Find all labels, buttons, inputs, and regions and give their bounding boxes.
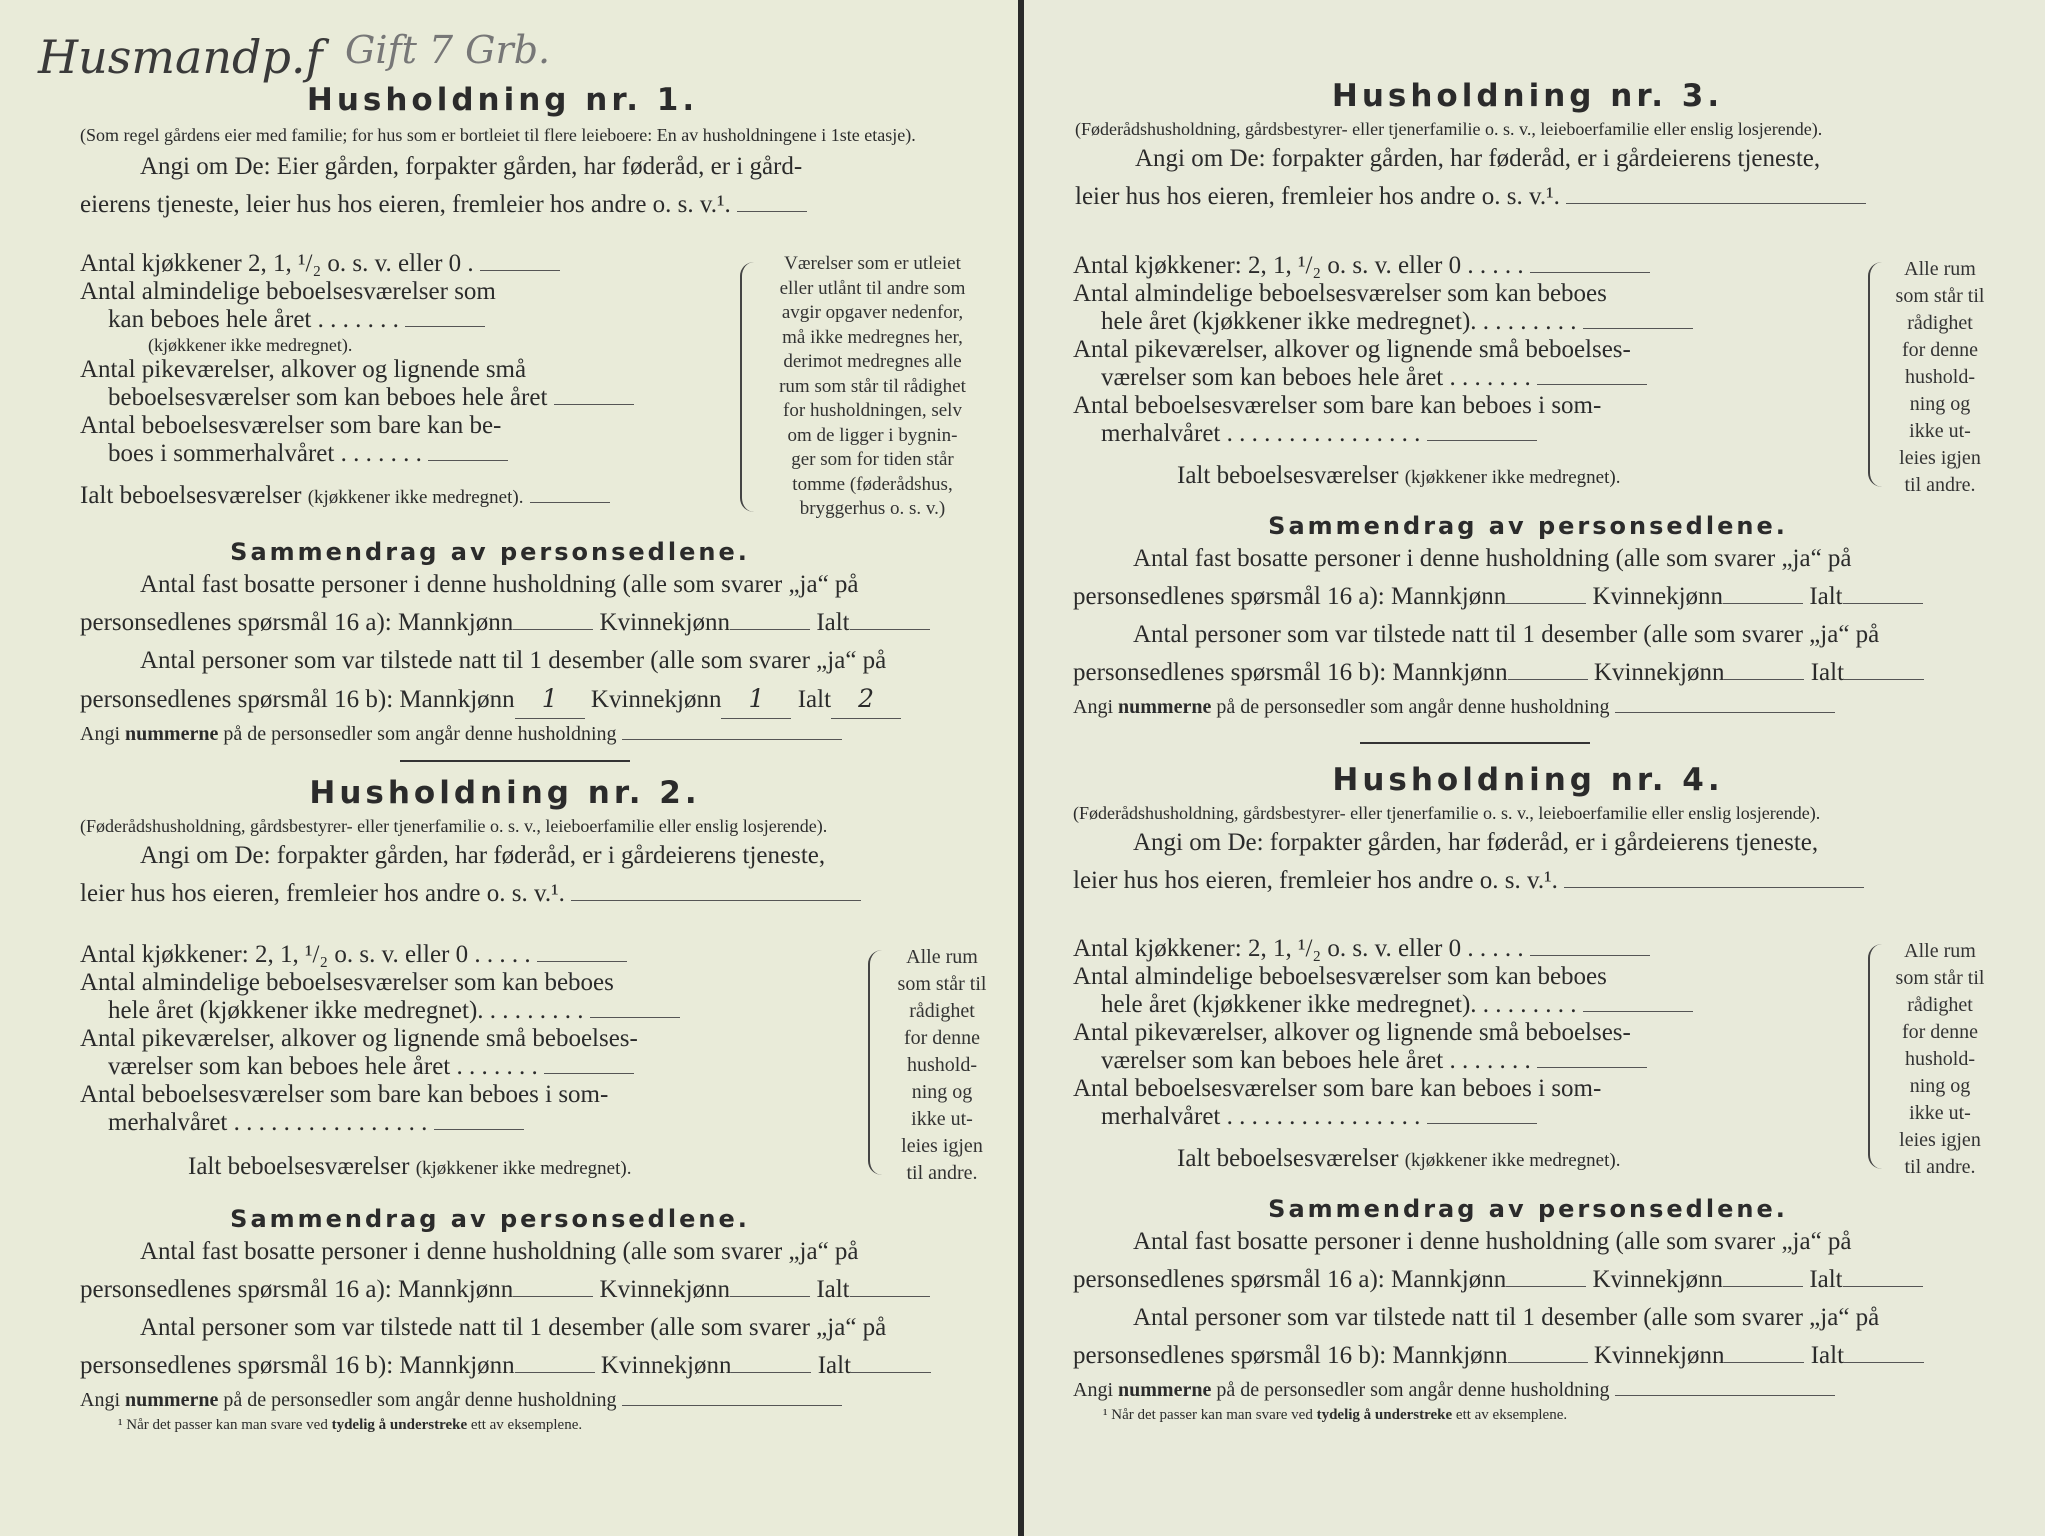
answer-line[interactable] xyxy=(622,1391,842,1406)
note-line: Alle rum xyxy=(1904,258,1976,280)
handwritten-note-faint: Gift 7 Grb. xyxy=(345,28,551,72)
answer-total[interactable] xyxy=(1844,1348,1924,1363)
household-3-rooms xyxy=(1073,252,1843,492)
person-numbers-line xyxy=(80,723,990,745)
summary-text: Antal personer som var tilstede natt til 1 desember (alle som svarer „ja“ på xyxy=(1133,1304,1880,1331)
footnote-text: ett av eksemplene. xyxy=(1455,1407,1568,1423)
row-label: Antal kjøkkener 2, 1, ¹/₂ o. s. v. eller 0 . xyxy=(80,250,474,277)
summary-text: personsedlenes spørsmål 16 a): Mannkjønn xyxy=(80,609,514,636)
note-line: som står til xyxy=(1895,285,1985,307)
note-line: til andre. xyxy=(906,1162,978,1184)
summary-line3 xyxy=(1073,616,1983,654)
row-label: Antal kjøkkener: 2, 1, ¹/₂ o. s. v. eller 0 . . . . . xyxy=(1073,252,1524,279)
answer-male[interactable] xyxy=(513,615,593,630)
angi-bold: nummerne xyxy=(1118,696,1212,718)
row-note: (kjøkkener ikke medregnet). xyxy=(307,487,524,508)
row-label: Ialt beboelsesværelser xyxy=(80,482,302,509)
answer-line[interactable] xyxy=(554,390,634,405)
summer-rooms-row-cont xyxy=(80,1109,840,1137)
summary-text: Antal fast bosatte personer i denne husholdning (alle som svarer „ja“ på xyxy=(1133,545,1852,572)
summary-text: personsedlenes spørsmål 16 b): Mannkjønn xyxy=(1073,659,1508,686)
answer-line[interactable] xyxy=(1427,426,1537,441)
household-3-note: (Føderådshusholdning, gårdsbestyrer- eller tjenerfamilie o. s. v., leieboerfamilie eller enslig losjerende). xyxy=(1075,119,1823,139)
female-label: Kvinnekjønn xyxy=(1592,1266,1724,1293)
summary-text: personsedlenes spørsmål 16 b): Mannkjønn xyxy=(1073,1342,1508,1369)
female-label: Kvinnekjønn xyxy=(590,686,722,713)
kitchens-row xyxy=(1073,252,1843,280)
female-label: Kvinnekjønn xyxy=(600,1352,732,1379)
answer-line[interactable] xyxy=(405,312,485,327)
female-label: Kvinnekjønn xyxy=(1593,659,1725,686)
household-1-note: (Som regel gårdens eier med familie; for hus som er bortleiet til flere leieboere: En av husholdningene i 1ste etasje). xyxy=(80,125,916,145)
answer-line[interactable] xyxy=(1564,873,1864,888)
row-note: (kjøkkener ikke medregnet). xyxy=(1404,467,1621,488)
total-label: Ialt xyxy=(1810,1342,1845,1369)
person-numbers-line xyxy=(1073,696,1983,718)
household-2-note: (Føderådshusholdning, gårdsbestyrer- eller tjenerfamilie o. s. v., leieboerfamilie eller enslig losjerende). xyxy=(80,816,828,836)
note-line: Alle rum xyxy=(906,946,978,968)
summary-line1 xyxy=(80,566,990,604)
small-rooms-row-cont xyxy=(1073,1047,1843,1075)
note-line: ning og xyxy=(911,1081,973,1103)
answer-female[interactable] xyxy=(1723,589,1803,604)
note-line: til andre. xyxy=(1904,1156,1976,1178)
answer-line[interactable] xyxy=(590,1003,680,1018)
answer-female[interactable] xyxy=(1724,665,1804,680)
answer-male[interactable] xyxy=(515,1358,595,1373)
total-label: Ialt xyxy=(1809,1266,1843,1293)
rooms-row: Antal almindelige beboelsesværelser som kan beboes xyxy=(80,969,614,996)
answer-male[interactable] xyxy=(1506,1272,1586,1287)
summary-line2 xyxy=(1073,1261,1983,1299)
summary-line4 xyxy=(1073,1337,1983,1375)
answer-line[interactable] xyxy=(544,1059,634,1074)
small-rooms-row: Antal pikeværelser, alkover og lignende små xyxy=(80,356,527,383)
summary-title: Sammendrag av personsedlene. xyxy=(1268,1195,1788,1223)
answer-total[interactable] xyxy=(1844,665,1924,680)
answer-total[interactable] xyxy=(1843,589,1923,604)
row-label: merhalvåret . . . . . . . . . . . . . . . . xyxy=(108,1109,428,1136)
summary-line4 xyxy=(1073,654,1983,692)
row-label: hele året (kjøkkener ikke medregnet). . . . . . . . . xyxy=(1101,991,1577,1018)
household-1-summary xyxy=(80,538,990,745)
angi-label: Angi xyxy=(80,723,120,745)
row-label: Antal kjøkkener: 2, 1, ¹/₂ o. s. v. eller 0 . . . . . xyxy=(80,941,531,968)
rooms-row: Antal almindelige beboelsesværelser som kan beboes xyxy=(1073,280,1607,307)
note-line: rådighet xyxy=(1907,994,1973,1016)
household-3-title: Husholdning nr. 3. xyxy=(1331,78,1724,114)
summary-title: Sammendrag av personsedlene. xyxy=(230,538,750,566)
footnote-text: ¹ Når det passer kan man svare ved xyxy=(118,1417,328,1433)
answer-line[interactable] xyxy=(1537,1053,1647,1068)
summary-line2 xyxy=(80,604,990,642)
household-4-rooms xyxy=(1073,935,1843,1175)
note-line: for denne xyxy=(1901,1021,1979,1043)
household-4-title: Husholdning nr. 4. xyxy=(1332,762,1724,798)
angi-text: Angi om De: forpakter gården, har føderåd, er i gårdeierens tjeneste, xyxy=(1133,829,1819,856)
note-line: for husholdningen, selv xyxy=(783,400,962,421)
household-3-angi-line1 xyxy=(1075,140,1980,178)
footnote-bold: tydelig å understreke xyxy=(1316,1407,1453,1423)
summary-title: Sammendrag av personsedlene. xyxy=(230,1205,750,1233)
note-line: må ikke medregnes her, xyxy=(782,326,963,348)
note-line: leies igjen xyxy=(1899,1129,1981,1151)
answer-line[interactable] xyxy=(1615,698,1835,713)
note-line: for denne xyxy=(903,1027,981,1049)
rooms-row-cont xyxy=(80,306,600,334)
handwritten-note: Husmandp.f xyxy=(38,30,323,84)
row-label: merhalvåret . . . . . . . . . . . . . . . . xyxy=(1101,1103,1421,1130)
row-label: Ialt beboelsesværelser xyxy=(1177,462,1399,489)
small-rooms-row: Antal pikeværelser, alkover og lignende små beboelses- xyxy=(80,1025,638,1052)
angi-text: på de personsedler som angår denne husholdning xyxy=(223,1389,617,1411)
household-1 xyxy=(80,82,985,224)
answer-female[interactable] xyxy=(730,615,810,630)
angi-label: Angi xyxy=(1073,696,1113,718)
answer-total[interactable] xyxy=(851,1358,931,1373)
answer-line[interactable] xyxy=(1427,1109,1537,1124)
row-label: værelser som kan beboes hele året . . . . . . . xyxy=(1101,1047,1531,1074)
answer-male[interactable] xyxy=(1506,589,1586,604)
household-1-angi-line1 xyxy=(80,148,985,186)
household-1-rooms xyxy=(80,250,600,512)
note-line: ikke ut- xyxy=(911,1108,973,1130)
note-line: til andre. xyxy=(1904,474,1976,496)
household-4-summary xyxy=(1073,1195,1983,1424)
summary-text: Antal personer som var tilstede natt til 1 desember (alle som svarer „ja“ på xyxy=(1133,621,1880,648)
kitchens-row xyxy=(80,250,600,278)
summary-line4 xyxy=(80,680,990,719)
small-rooms-row-cont xyxy=(1073,364,1843,392)
angi-text: eierens tjeneste, leier hus hos eieren, fremleier hos andre o. s. v.¹. xyxy=(80,191,731,218)
angi-label: Angi xyxy=(80,1389,120,1411)
female-label: Kvinnekjønn xyxy=(1593,1342,1725,1369)
kitchens-row xyxy=(1073,935,1843,963)
summary-text: personsedlenes spørsmål 16 a): Mannkjønn xyxy=(80,1276,514,1303)
total-rooms-row xyxy=(1073,1145,1843,1175)
answer-male[interactable] xyxy=(513,1282,593,1297)
footnote xyxy=(1073,1407,1983,1424)
total-label: Ialt xyxy=(817,1352,852,1379)
answer-line[interactable] xyxy=(622,725,842,740)
angi-text: på de personsedler som angår denne husholdning xyxy=(223,723,617,745)
answer-female[interactable] xyxy=(730,1282,810,1297)
rooms-row-cont xyxy=(1073,991,1843,1019)
kitchens-row xyxy=(80,941,840,969)
answer-line[interactable] xyxy=(1566,189,1866,204)
total-label: Ialt xyxy=(797,686,832,713)
household-3-angi-line2 xyxy=(1075,178,1980,216)
person-numbers-line xyxy=(1073,1379,1983,1401)
note-line: Værelser som er utleiet xyxy=(784,253,961,274)
row-label: Ialt beboelsesværelser xyxy=(1177,1145,1399,1172)
note-line: eller utlånt til andre som xyxy=(779,277,966,299)
female-label: Kvinnekjønn xyxy=(1592,583,1724,610)
small-rooms-row: Antal pikeværelser, alkover og lignende små beboelses- xyxy=(1073,1019,1631,1046)
small-rooms-row-cont xyxy=(80,1053,840,1081)
summary-text: Antal personer som var tilstede natt til 1 desember (alle som svarer „ja“ på xyxy=(140,1314,887,1341)
answer-line[interactable] xyxy=(530,488,610,503)
answer-female[interactable] xyxy=(731,1358,811,1373)
angi-bold: nummerne xyxy=(125,1389,219,1411)
row-label: boes i sommerhalvåret . . . . . . . xyxy=(108,440,422,467)
summary-line1 xyxy=(80,1233,990,1271)
note-line: hushold- xyxy=(1905,1048,1975,1070)
household-2-rooms xyxy=(80,941,840,1183)
summary-line1 xyxy=(1073,540,1983,578)
summary-text: personsedlenes spørsmål 16 a): Mannkjønn xyxy=(1073,1266,1507,1293)
row-label: merhalvåret . . . . . . . . . . . . . . . . xyxy=(1101,420,1421,447)
row-label: hele året (kjøkkener ikke medregnet). . . . . . . . . xyxy=(108,997,584,1024)
answer-line[interactable] xyxy=(737,197,807,212)
answer-female[interactable] xyxy=(1724,1348,1804,1363)
row-label: Antal kjøkkener: 2, 1, ¹/₂ o. s. v. eller 0 . . . . . xyxy=(1073,935,1524,962)
answer-male[interactable] xyxy=(1508,665,1588,680)
note-line: tomme (føderådshus, xyxy=(792,473,953,495)
angi-text: på de personsedler som angår denne husholdning xyxy=(1216,696,1610,718)
note-line: som står til xyxy=(1895,967,1985,989)
note-line: leies igjen xyxy=(901,1135,983,1157)
row-label: værelser som kan beboes hele året . . . . . . . xyxy=(1101,364,1531,391)
note-line: ikke ut- xyxy=(1909,1102,1971,1124)
summer-rooms-row: Antal beboelsesværelser som bare kan beboes i som- xyxy=(80,1081,609,1108)
answer-line[interactable] xyxy=(480,256,560,271)
footnote-text: ¹ Når det passer kan man svare ved xyxy=(1103,1407,1313,1423)
total-rooms-row xyxy=(80,1153,840,1183)
household-2-angi-line1 xyxy=(80,837,990,875)
answer-line[interactable] xyxy=(428,446,508,461)
summary-text: personsedlenes spørsmål 16 b): Mannkjønn xyxy=(80,686,515,713)
small-rooms-row: Antal pikeværelser, alkover og lignende små beboelses- xyxy=(1073,336,1631,363)
note-line: leies igjen xyxy=(1899,447,1981,469)
answer-total[interactable] xyxy=(850,615,930,630)
answer-male[interactable]: 1 xyxy=(515,680,585,719)
total-label: Ialt xyxy=(816,1276,850,1303)
answer-line[interactable] xyxy=(1583,997,1693,1012)
person-numbers-line xyxy=(80,1389,990,1411)
answer-female[interactable]: 1 xyxy=(721,680,791,719)
divider xyxy=(1360,742,1590,744)
answer-total[interactable] xyxy=(850,1282,930,1297)
note-line: om de ligger i bygnin- xyxy=(787,424,958,446)
brace xyxy=(868,950,882,1175)
row-label: beboelsesværelser som kan beboes hele året xyxy=(108,384,548,411)
summary-line2 xyxy=(80,1271,990,1309)
summer-rooms-row: Antal beboelsesværelser som bare kan be- xyxy=(80,412,502,439)
note-line: rådighet xyxy=(1907,312,1973,334)
total-label: Ialt xyxy=(1809,583,1843,610)
total-label: Ialt xyxy=(816,609,850,636)
summary-title: Sammendrag av personsedlene. xyxy=(1268,512,1788,540)
angi-text: leier hus hos eieren, fremleier hos andre o. s. v.¹. xyxy=(1075,183,1560,210)
footnote xyxy=(80,1417,990,1434)
note-line: ning og xyxy=(1909,393,1971,415)
household-1-angi-line2 xyxy=(80,186,985,224)
summary-line3 xyxy=(80,642,990,680)
household-3 xyxy=(1075,78,1980,216)
row-note: (kjøkkener ikke medregnet). xyxy=(1404,1150,1621,1171)
answer-line[interactable] xyxy=(1530,258,1650,273)
summary-text: Antal fast bosatte personer i denne husholdning (alle som svarer „ja“ på xyxy=(140,571,859,598)
summary-text: personsedlenes spørsmål 16 b): Mannkjønn xyxy=(80,1352,515,1379)
note-line: ning og xyxy=(1909,1075,1971,1097)
summary-text: Antal fast bosatte personer i denne husholdning (alle som svarer „ja“ på xyxy=(1133,1228,1852,1255)
answer-total[interactable]: 2 xyxy=(831,680,901,719)
answer-total[interactable] xyxy=(1843,1272,1923,1287)
rooms-row-cont xyxy=(1073,308,1843,336)
rooms-row: Antal almindelige beboelsesværelser som xyxy=(80,278,496,305)
angi-bold: nummerne xyxy=(125,723,219,745)
row-label: hele året (kjøkkener ikke medregnet). . . . . . . . . xyxy=(1101,308,1577,335)
summary-line3 xyxy=(1073,1299,1983,1337)
summary-line3 xyxy=(80,1309,990,1347)
note-line: ger som for tiden står xyxy=(791,449,954,470)
note-line: hushold- xyxy=(907,1054,977,1076)
row-label: værelser som kan beboes hele året . . . . . . . xyxy=(108,1053,538,1080)
note-line: avgir opgaver nedenfor, xyxy=(781,302,964,323)
small-rooms-row-cont xyxy=(80,384,600,412)
summary-line4 xyxy=(80,1347,990,1385)
female-label: Kvinnekjønn xyxy=(599,609,731,636)
rooms-row-note: (kjøkkener ikke medregnet). xyxy=(148,335,353,355)
note-line: rådighet xyxy=(909,1000,975,1022)
household-2-side-note xyxy=(882,944,1002,1187)
brace xyxy=(740,262,754,512)
household-4-angi-line2 xyxy=(1073,862,1983,900)
angi-text: leier hus hos eieren, fremleier hos andre o. s. v.¹. xyxy=(1073,867,1558,894)
angi-text: Angi om De: forpakter gården, har føderåd, er i gårdeierens tjeneste, xyxy=(1135,145,1821,172)
household-2-angi-line2 xyxy=(80,875,990,913)
household-3-side-note xyxy=(1880,256,2000,499)
answer-male[interactable] xyxy=(1508,1348,1588,1363)
note-line: derimot medregnes alle xyxy=(783,351,962,372)
note-line: Alle rum xyxy=(1904,940,1976,962)
answer-line[interactable] xyxy=(1530,941,1650,956)
answer-line[interactable] xyxy=(434,1115,524,1130)
summer-rooms-row-cont xyxy=(1073,420,1843,448)
angi-bold: nummerne xyxy=(1118,1379,1212,1401)
summary-text: personsedlenes spørsmål 16 a): Mannkjønn xyxy=(1073,583,1507,610)
household-2 xyxy=(80,775,990,913)
total-label: Ialt xyxy=(1810,659,1845,686)
answer-line[interactable] xyxy=(1537,370,1647,385)
answer-line[interactable] xyxy=(1615,1381,1835,1396)
angi-text: Angi om De: Eier gården, forpakter gården, har føderåd, er i gård- xyxy=(140,153,803,180)
divider xyxy=(400,760,630,762)
household-4-note: (Føderådshusholdning, gårdsbestyrer- eller tjenerfamilie o. s. v., leieboerfamilie eller enslig losjerende). xyxy=(1073,803,1821,823)
note-line: ikke ut- xyxy=(1909,420,1971,442)
household-4-angi-line1 xyxy=(1073,824,1983,862)
summary-text: Antal fast bosatte personer i denne husholdning (alle som svarer „ja“ på xyxy=(140,1238,859,1265)
note-line: hushold- xyxy=(1905,366,1975,388)
footnote-bold: tydelig å understreke xyxy=(331,1417,468,1433)
summary-line1 xyxy=(1073,1223,1983,1261)
household-1-side-note xyxy=(755,252,990,522)
angi-label: Angi xyxy=(1073,1379,1113,1401)
row-label: kan beboes hele året . . . . . . . xyxy=(108,306,399,333)
note-line: for denne xyxy=(1901,339,1979,361)
household-1-title: Husholdning nr. 1. xyxy=(306,82,699,118)
household-4 xyxy=(1073,762,1983,900)
summer-rooms-row: Antal beboelsesværelser som bare kan beboes i som- xyxy=(1073,392,1602,419)
female-label: Kvinnekjønn xyxy=(599,1276,731,1303)
answer-line[interactable] xyxy=(537,947,627,962)
rooms-row-cont xyxy=(80,997,840,1025)
total-rooms-row xyxy=(80,482,600,512)
note-line: bryggerhus o. s. v.) xyxy=(799,498,946,519)
summary-line2 xyxy=(1073,578,1983,616)
summer-rooms-row-cont xyxy=(80,440,600,468)
household-2-summary xyxy=(80,1205,990,1434)
footnote-text: ett av eksemplene. xyxy=(470,1417,583,1433)
household-4-side-note xyxy=(1880,938,2000,1181)
answer-line[interactable] xyxy=(571,886,861,901)
angi-text: på de personsedler som angår denne husholdning xyxy=(1216,1379,1610,1401)
answer-line[interactable] xyxy=(1583,314,1693,329)
angi-text: leier hus hos eieren, fremleier hos andre o. s. v.¹. xyxy=(80,880,565,907)
row-note: (kjøkkener ikke medregnet). xyxy=(415,1158,632,1179)
row-label: Ialt beboelsesværelser xyxy=(188,1153,410,1180)
note-line: som står til xyxy=(897,973,987,995)
rooms-row: Antal almindelige beboelsesværelser som kan beboes xyxy=(1073,963,1607,990)
summer-rooms-row: Antal beboelsesværelser som bare kan beboes i som- xyxy=(1073,1075,1602,1102)
summary-text: Antal personer som var tilstede natt til 1 desember (alle som svarer „ja“ på xyxy=(140,647,887,674)
total-rooms-row xyxy=(1073,462,1843,492)
note-line: rum som står til rådighet xyxy=(779,375,966,397)
household-3-summary xyxy=(1073,512,1983,718)
household-2-title: Husholdning nr. 2. xyxy=(309,775,701,811)
angi-text: Angi om De: forpakter gården, har føderåd, er i gårdeierens tjeneste, xyxy=(140,842,826,869)
answer-female[interactable] xyxy=(1723,1272,1803,1287)
summer-rooms-row-cont xyxy=(1073,1103,1843,1131)
